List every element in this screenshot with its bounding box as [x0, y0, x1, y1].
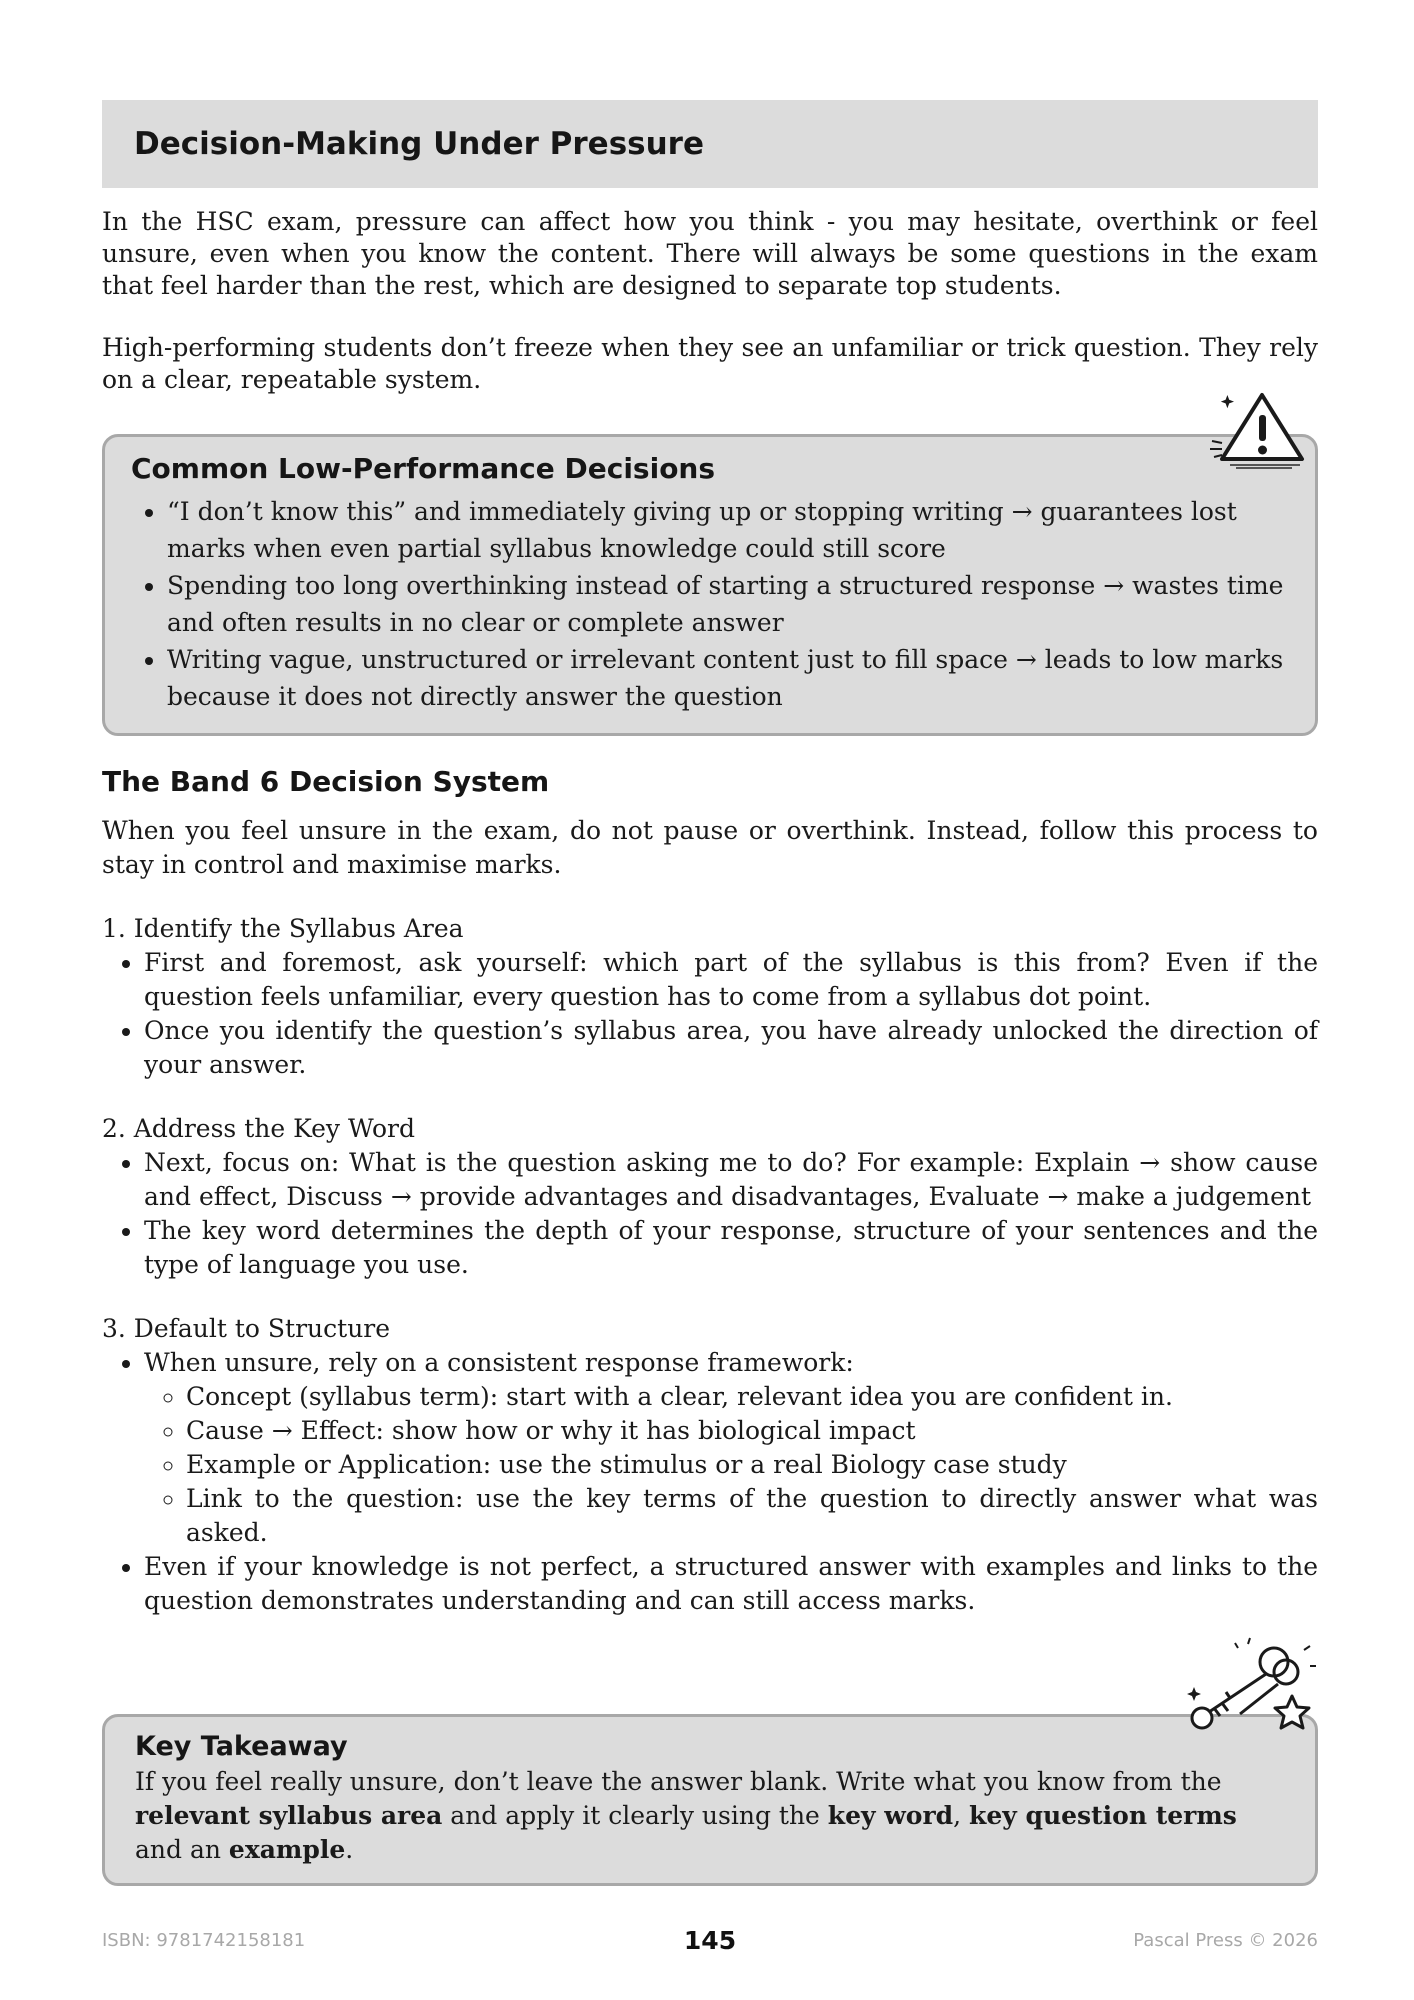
- text-run: ,: [953, 1801, 970, 1830]
- text-run: If you feel really unsure, don’t leave the answer blank. Write what you know from the: [135, 1767, 1222, 1796]
- text-run: .: [345, 1835, 354, 1864]
- copyright-text: Pascal Press © 2026: [1133, 1930, 1318, 1951]
- step-1-title: 1. Identify the Syllabus Area: [102, 914, 464, 943]
- bold-run: relevant syllabus area: [135, 1801, 443, 1830]
- step-3-title: 3. Default to Structure: [102, 1314, 391, 1343]
- step-2-list: [102, 1146, 1318, 1282]
- intro-paragraph: In the HSC exam, pressure can affect how you think - you may hesitate, overthink or feel unsure, even when you know the content. There will always be some questions in the exam that feel harder than the rest, which are designed to separate top students.: [102, 207, 1318, 300]
- sub-list-item: ◦ Cause → Effect: show how or why it has biological impact: [186, 1414, 1318, 1448]
- warning-triangle-icon: [1210, 389, 1310, 469]
- heading-banner: [102, 100, 1318, 188]
- sub-list-item: ◦ Concept (syllabus term): start with a clear, relevant idea you are confident in.: [186, 1380, 1318, 1414]
- key-takeaway-title: Key Takeaway: [135, 1731, 348, 1762]
- list-item: • First and foremost, ask yourself: which part of the syllabus is this from? Even if the question feels unfamiliar, every question has to come from a syllabus dot point.: [144, 946, 1318, 1014]
- bold-run: key word: [827, 1801, 954, 1830]
- text-run: and apply it clearly using the: [442, 1801, 828, 1830]
- section-intro: When you feel unsure in the exam, do not pause or overthink. Instead, follow this process to stay in control and maximise marks.: [102, 816, 1318, 879]
- key-takeaway-box: [102, 1714, 1318, 1886]
- second-paragraph: High-performing students don’t freeze when they see an unfamiliar or trick question. They rely on a clear, repeatable system.: [102, 333, 1318, 394]
- key-takeaway-text: [135, 1765, 1285, 1867]
- bold-run: key question terms: [969, 1801, 1237, 1830]
- sub-list-item: ◦ Link to the question: use the key terms of the question to directly answer what was asked.: [186, 1482, 1318, 1550]
- list-item: [144, 1346, 1318, 1550]
- list-item-text: When unsure, rely on a consistent response framework:: [144, 1348, 854, 1377]
- low-performance-list: [131, 493, 1289, 715]
- list-item: • “I don’t know this” and immediately giving up or stopping writing → guarantees lost marks when even partial syllabus knowledge could still score: [167, 493, 1289, 567]
- page-number: 145: [683, 1926, 737, 1955]
- isbn-text: ISBN: 9781742158181: [102, 1930, 306, 1951]
- keys-icon: [1186, 1636, 1316, 1736]
- section-title: The Band 6 Decision System: [102, 765, 550, 798]
- step-2-title: 2. Address the Key Word: [102, 1114, 415, 1143]
- bold-run: example: [228, 1835, 346, 1864]
- step-3-list: [102, 1346, 1318, 1618]
- list-item: • Next, focus on: What is the question asking me to do? For example: Explain → show cause and effect, Discuss → provide advantages and disadvantages, Evaluate → make a judgement: [144, 1146, 1318, 1214]
- page-title: Decision-Making Under Pressure: [134, 126, 704, 162]
- low-performance-title: Common Low-Performance Decisions: [131, 452, 716, 485]
- step-1-list: [102, 946, 1318, 1082]
- framework-sublist: [144, 1380, 1318, 1550]
- text-run: and an: [135, 1835, 229, 1864]
- list-item: • Writing vague, unstructured or irrelevant content just to fill space → leads to low marks because it does not directly answer the question: [167, 641, 1289, 715]
- list-item: • Spending too long overthinking instead of starting a structured response → wastes time and often results in no clear or complete answer: [167, 567, 1289, 641]
- low-performance-box: [102, 434, 1318, 736]
- sub-list-item: ◦ Example or Application: use the stimulus or a real Biology case study: [186, 1448, 1318, 1482]
- list-item: • Even if your knowledge is not perfect, a structured answer with examples and links to the question demonstrates understanding and can still access marks.: [144, 1550, 1318, 1618]
- list-item: • Once you identify the question’s syllabus area, you have already unlocked the direction of your answer.: [144, 1014, 1318, 1082]
- page-footer: [102, 1926, 1318, 1970]
- list-item: • The key word determines the depth of your response, structure of your sentences and the type of language you use.: [144, 1214, 1318, 1282]
- page: [102, 100, 1318, 1886]
